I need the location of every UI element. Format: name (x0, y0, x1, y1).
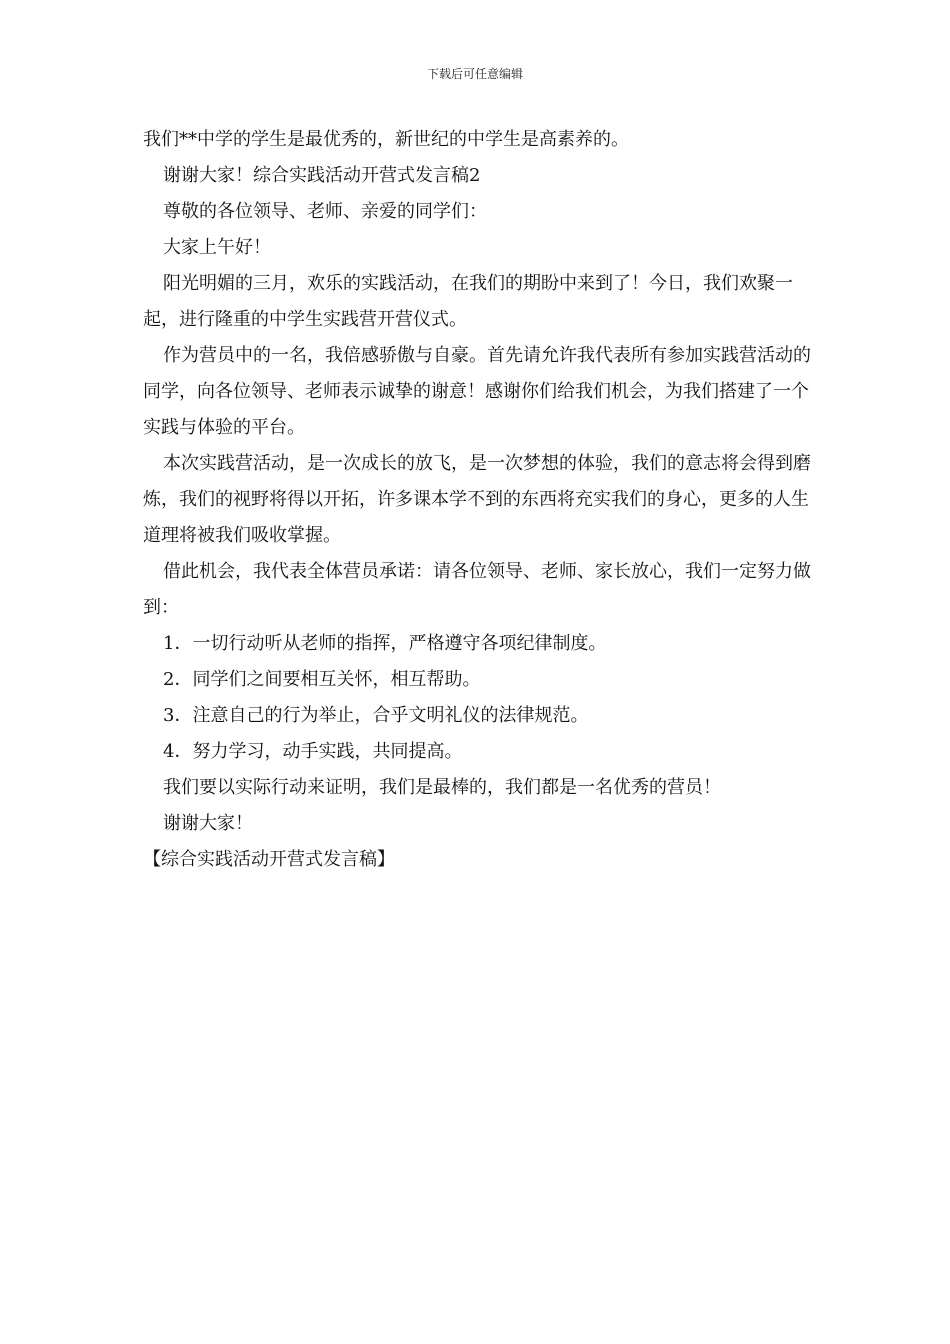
paragraph-greeting: 大家上午好！ (163, 237, 271, 258)
list-item: 1．一切行动听从老师的指挥，严格遵守各项纪律制度。 (163, 633, 607, 654)
paragraph-footer-title: 【综合实践活动开营式发言稿】 (143, 849, 395, 870)
list-item: 4．努力学习，动手实践，共同提高。 (163, 741, 463, 762)
page-header: 下载后可任意编辑 (426, 67, 523, 81)
paragraph-promise: 借此机会，我代表全体营员承诺：请各位领导、老师、家长放心，我们一定努力做到： (143, 561, 811, 618)
paragraph-gratitude: 作为营员中的一名，我倍感骄傲与自豪。首先请允许我代表所有参加实践营活动的同学，向各位领导、老师表示诚挚的谢意！感谢你们给我们机会，为我们搭建了一个实践与体验的平台。 (143, 345, 811, 438)
paragraph-activity: 本次实践营活动，是一次成长的放飞，是一次梦想的体验，我们的意志将会得到磨炼，我们的视野将得以开拓，许多课本学不到的东西将充实我们的身心，更多的人生道理将被我们吸收掌握。 (143, 453, 811, 546)
list-item: 3．注意自己的行为举止，合乎文明礼仪的法律规范。 (163, 705, 589, 726)
paragraph-opening: 阳光明媚的三月，欢乐的实践活动，在我们的期盼中来到了！今日，我们欢聚一起，进行隆重的中学生实践营开营仪式。 (143, 273, 793, 330)
paragraph-intro-end: 我们**中学的学生是最优秀的，新世纪的中学生是高素养的。 (143, 129, 629, 150)
paragraph-salutation: 尊敬的各位领导、老师、亲爱的同学们： (163, 201, 487, 222)
list-item: 2．同学们之间要相互关怀，相互帮助。 (163, 669, 481, 690)
paragraph-proof: 我们要以实际行动来证明，我们是最棒的，我们都是一名优秀的营员！ (163, 777, 721, 798)
paragraph-thanks: 谢谢大家！ (163, 813, 253, 834)
paragraph-thanks-title: 谢谢大家！综合实践活动开营式发言稿2 (163, 165, 481, 186)
document-body (143, 122, 823, 878)
